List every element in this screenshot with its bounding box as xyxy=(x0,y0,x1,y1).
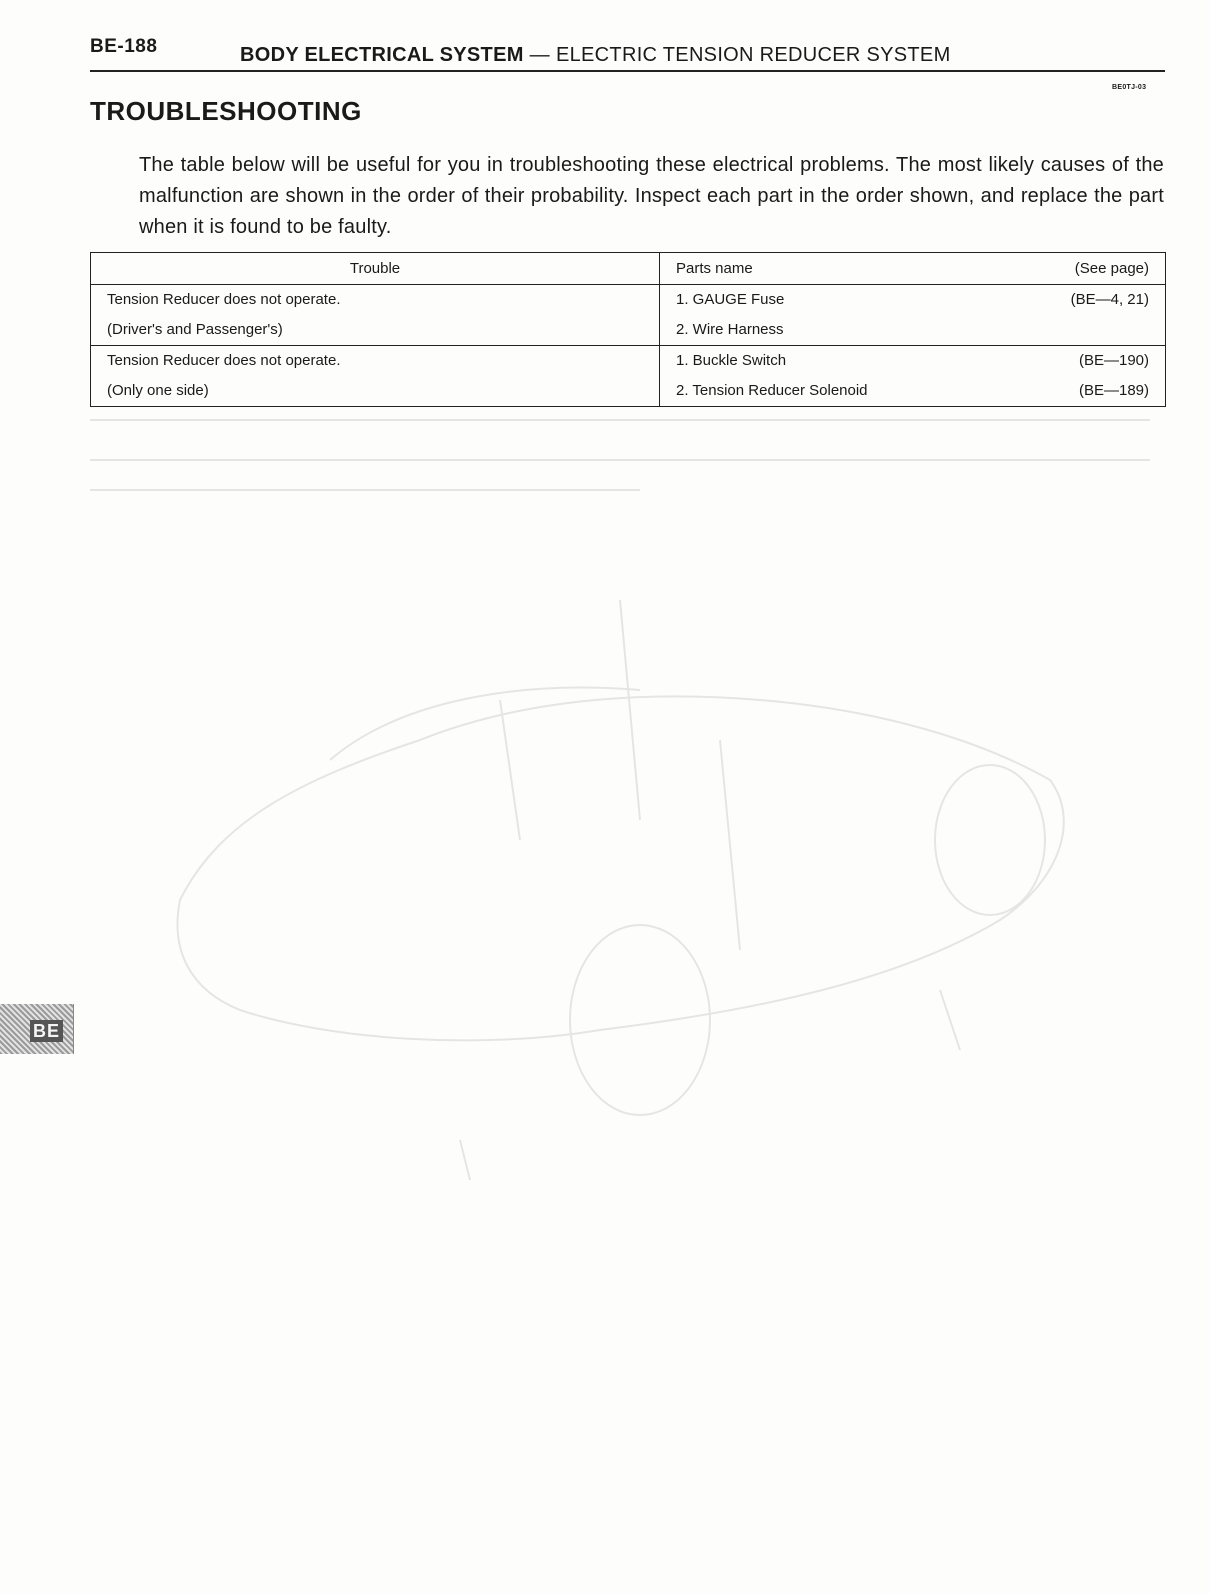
page-number: BE-188 xyxy=(90,36,158,57)
part-line xyxy=(660,315,1165,345)
part-page-ref: (BE—4, 21) xyxy=(1070,291,1149,308)
header-see-page: (See page) xyxy=(1074,260,1149,277)
part-line xyxy=(660,376,1165,406)
trouble-qualifier: (Driver's and Passenger's) xyxy=(107,321,283,338)
document-code: BE0TJ-03 xyxy=(1112,84,1147,91)
trouble-qualifier: (Only one side) xyxy=(107,382,209,399)
section-heading: TROUBLESHOOTING xyxy=(90,96,362,126)
trouble-text: Tension Reducer does not operate. xyxy=(107,352,341,369)
part-name: 1. Buckle Switch xyxy=(676,352,787,369)
trouble-cell xyxy=(91,346,660,407)
part-name: 2. Wire Harness xyxy=(676,321,784,338)
table-header-row xyxy=(91,253,1166,285)
parts-cell xyxy=(660,346,1166,407)
part-name: 2. Tension Reducer Solenoid xyxy=(676,382,868,399)
title-separator: — xyxy=(529,44,550,66)
parts-cell xyxy=(660,285,1166,346)
trouble-cell xyxy=(91,285,660,346)
part-page-ref: (BE—189) xyxy=(1078,382,1149,399)
header-title xyxy=(240,44,951,67)
troubleshooting-table xyxy=(90,252,1166,407)
section-side-tab xyxy=(0,1004,74,1054)
header-parts xyxy=(660,253,1166,285)
part-line xyxy=(660,346,1165,376)
header-trouble: Trouble xyxy=(91,253,660,285)
table-row xyxy=(91,285,1166,346)
subsystem-title: ELECTRIC TENSION REDUCER SYSTEM xyxy=(555,44,951,66)
part-line xyxy=(660,285,1165,315)
system-title: BODY ELECTRICAL SYSTEM xyxy=(240,44,524,66)
part-page-ref: (BE—190) xyxy=(1078,352,1149,369)
part-name: 1. GAUGE Fuse xyxy=(676,291,785,308)
header-parts-name: Parts name xyxy=(676,260,753,277)
table-row xyxy=(91,346,1166,407)
trouble-text: Tension Reducer does not operate. xyxy=(107,291,341,308)
header-rule xyxy=(90,70,1165,72)
intro-paragraph: The table below will be useful for you in troubleshooting these electrical problems. The most likely causes of the malfunction are shown in the order of their probability. Inspect each part in the order shown, and replace the part when it is found to be faulty. xyxy=(139,154,1164,238)
side-tab-label: BE xyxy=(30,1020,63,1042)
